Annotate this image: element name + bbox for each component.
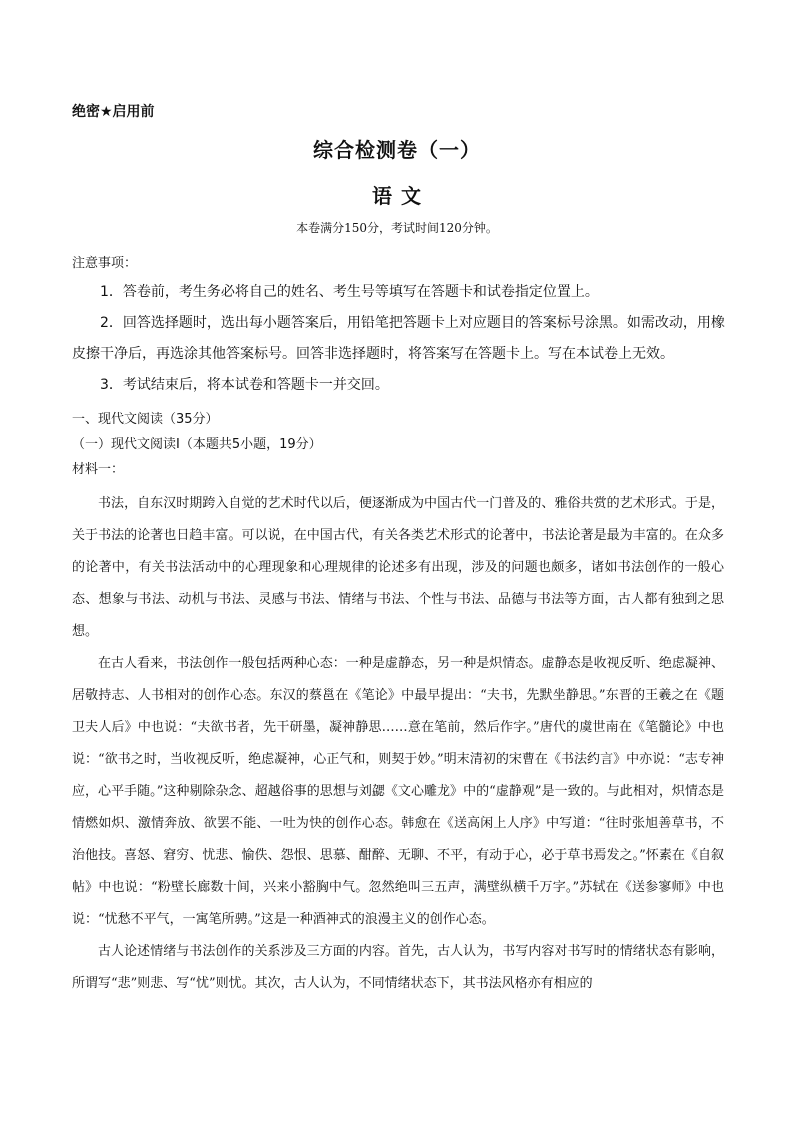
subject-title: 语 文 <box>372 184 422 208</box>
note-item: 2．回答选择题时，选出每小题答案后，用铅笔把答题卡上对应题目的答案标号涂黑。如需改动，用橡皮擦干净后，再选涂其他答案标号。回答非选择题时，将答案写在答题卡上。写在本试卷上无效。 <box>72 315 725 362</box>
confidential-label: 绝密★启用前 <box>72 104 155 120</box>
notes-title: 注意事项： <box>72 256 138 271</box>
passage-paragraph: 古人论述情绪与书法创作的关系涉及三方面的内容。首先，古人认为，书写内容对书写时的情绪状态有影响，所谓写“悲”则悲、写“忧”则忧。其次，古人认为，不同情绪状态下，其书法风格亦有相应的 <box>72 944 724 991</box>
score-time-line: 本卷满分150分，考试时间120分钟。 <box>296 221 498 235</box>
passage-paragraph: 书法，自东汉时期跨入自觉的艺术时代以后，便逐渐成为中国古代一门普及的、雅俗共赏的艺术形式。于是，关于书法的论著也日趋丰富。可以说，在中国古代，有关各类艺术形式的论著中，书法论著是最为丰富的。在众多的论著中，有关书法活动中的心理现象和心理规律的论述多有出现，涉及的问题也颇多，诸如书法创作的一般心态、想象与书法、动机与书法、灵感与书法、情绪与书法、个性与书法、品德与书法等方面，古人都有独到之思想。 <box>72 496 724 639</box>
note-item: 3．考试结束后，将本试卷和答题卡一并交回。 <box>100 377 389 393</box>
reading-passage <box>72 488 724 1000</box>
material-label: 材料一： <box>72 462 125 477</box>
note-item: 1．答卷前，考生务必将自己的姓名、考生号等填写在答题卡和试卷指定位置上。 <box>100 284 599 300</box>
exam-title: 综合检测卷（一） <box>313 138 481 162</box>
section-heading: 一、现代文阅读（35分） <box>72 412 219 427</box>
section-subheading: （一）现代文阅读Ⅰ（本题共5小题，19分） <box>72 437 322 452</box>
notes-list <box>72 277 732 401</box>
passage-paragraph: 在古人看来，书法创作一般包括两种心态：一种是虚静态，另一种是炽情态。虚静态是收视反听、绝虑凝神、居敬持志、人书相对的创作心态。东汉的蔡邕在《笔论》中最早提出：“夫书，先默坐静思。”东晋的王羲之在《题卫夫人后》中也说：“夫欲书者，先干研墨，凝神静思……意在笔前，然后作字。”唐代的虞世南在《笔髓论》中也说：“欲书之时，当收视反听，绝虑凝神，心正气和，则契于妙。”明末清初的宋曹在《书法约言》中亦说：“志专神应，心平手随。”这种剔除杂念、超越俗事的思想与刘勰《文心雕龙》中的“虚静观”是一致的。与此相对，炽情态是情燃如炽、激情奔放、欲罢不能、一吐为快的创作心态。韩愈在《送高闲上人序》中写道：“往时张旭善草书，不治他技。喜怒、窘穷、忧悲、愉佚、怨恨、思慕、酣醉、无聊、不平，有动于心，必于草书焉发之。”怀素在《自叙帖》中也说：“粉壁长廊数十间，兴来小豁胸中气。忽然绝叫三五声，满壁纵横千万字。”苏轼在《送参寥师》中也说：“忧愁不平气，一寓笔所骋。”这是一种酒神式的浪漫主义的创作心态。 <box>72 656 724 927</box>
